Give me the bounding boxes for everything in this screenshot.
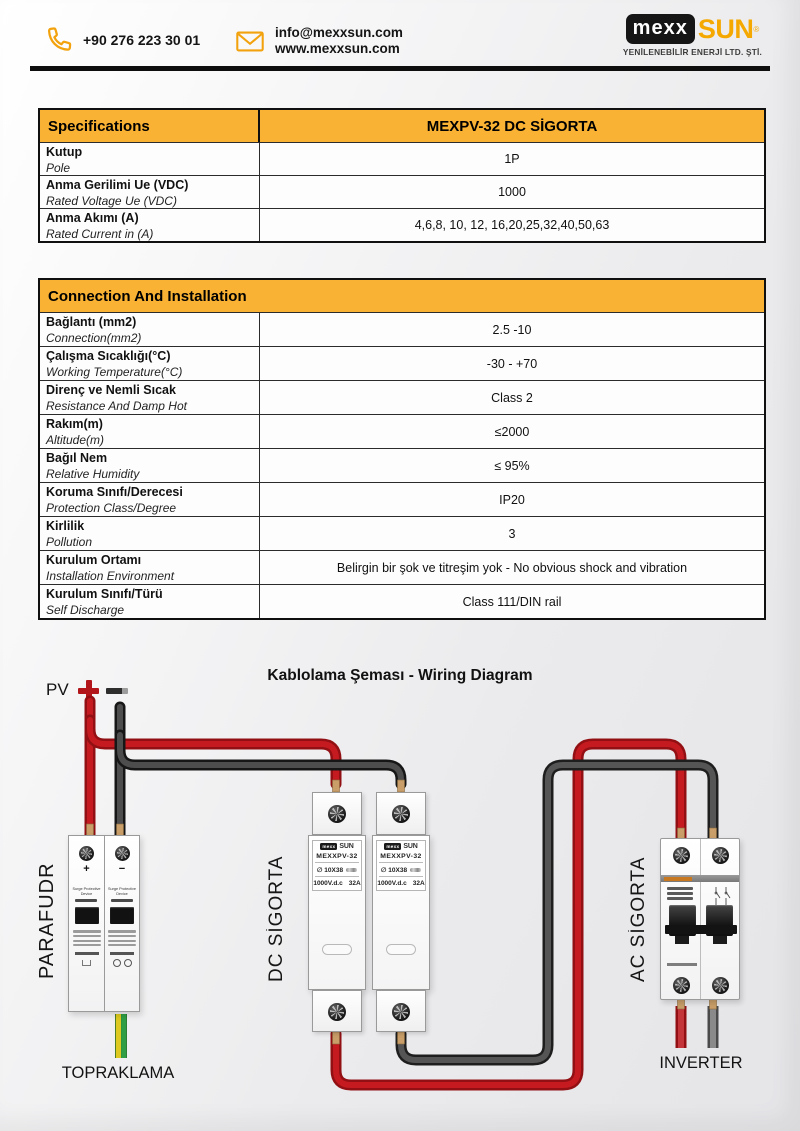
installation-table xyxy=(38,278,766,620)
parafudr-device xyxy=(68,835,140,1012)
row-label-en: Altitude(m) xyxy=(46,432,105,447)
row-label-tr: Kurulum Ortamı xyxy=(46,553,142,567)
dc-fuse-holder-1 xyxy=(308,792,366,1032)
table-row xyxy=(40,584,764,618)
row-value: ≤ 95% xyxy=(494,458,530,473)
fuse-logo-mexx: mexx xyxy=(322,844,336,849)
fuse-model: MEXXPV-32 xyxy=(315,853,359,863)
spd-status-window xyxy=(110,907,134,924)
fuse-window xyxy=(322,944,352,955)
row-label-tr: Rakım(m) xyxy=(46,417,103,431)
diagram-title: Kablolama Şeması - Wiring Diagram xyxy=(267,667,533,684)
breaker-fine-print xyxy=(667,963,697,966)
phone-number: +90 276 223 30 01 xyxy=(83,32,201,48)
table-row xyxy=(40,550,764,584)
row-value: 1000 xyxy=(498,185,526,199)
pv-label: PV xyxy=(46,680,69,699)
terminal-screw-icon xyxy=(328,805,346,823)
table-row xyxy=(40,380,764,414)
spd-serial-print xyxy=(110,952,134,955)
spd-label-line1: Surge Protective xyxy=(107,887,137,891)
specifications-table xyxy=(38,108,766,243)
install-table-header xyxy=(40,280,764,312)
row-label-tr: Anma Akımı (A) xyxy=(46,211,139,225)
row-label-tr: Çalışma Sıcaklığı(°C) xyxy=(46,349,171,363)
fuse-size: ∅ 10X38 xyxy=(380,867,408,874)
row-label-en: Installation Environment xyxy=(46,568,175,583)
spec-header-product: MEXPV-32 DC SİGORTA xyxy=(426,117,598,135)
row-value: Belirgin bir şok ve titreşim yok - No obvious shock and vibration xyxy=(336,560,688,575)
row-value: -30 - +70 xyxy=(486,356,538,371)
row-value: Class 2 xyxy=(491,390,533,405)
terminal-screw-icon xyxy=(328,1003,346,1021)
row-label-en: Resistance And Damp Hot xyxy=(46,398,187,413)
header-phone-group xyxy=(42,25,200,55)
terminal-screw-icon xyxy=(79,846,94,861)
terminal-screw-icon xyxy=(115,846,130,861)
terminal-screw-icon xyxy=(712,977,729,994)
spd-serial-print xyxy=(75,952,99,955)
spd-plus-sign: + xyxy=(83,863,90,875)
row-label-en: Relative Humidity xyxy=(46,466,140,481)
spd-brand-mark xyxy=(75,899,97,903)
spd-label-line2: Device xyxy=(116,891,128,896)
email-address: info@mexxsun.com xyxy=(275,25,403,40)
registered-mark: ® xyxy=(753,24,760,34)
header-divider xyxy=(30,66,770,71)
row-value: IP20 xyxy=(499,492,525,507)
row-label-tr: Kirlilik xyxy=(46,519,85,533)
spec-table-header xyxy=(40,110,764,142)
phone-icon xyxy=(42,25,74,55)
wire-pv-positive xyxy=(90,701,336,838)
spec-header-label: Specifications xyxy=(40,110,260,142)
row-label-en: Rated Voltage Ue (VDC) xyxy=(46,193,177,208)
row-label-en: Rated Current in (A) xyxy=(46,226,154,241)
fuse-window xyxy=(386,944,416,955)
breaker-brand-band xyxy=(661,875,739,882)
spd-spec-print xyxy=(73,930,101,948)
logo-sun-text: SUN xyxy=(697,13,754,44)
table-row xyxy=(40,448,764,482)
table-row xyxy=(40,142,764,175)
logo-tagline: YENİLENEBİLİR ENERJİ LTD. ŞTİ. xyxy=(622,47,762,57)
row-label-tr: Kurulum Sınıfı/Türü xyxy=(46,587,163,601)
label-ac-sigorta: AC SİGORTA xyxy=(628,856,649,982)
spd-module-negative xyxy=(104,836,139,1011)
ac-breaker-device xyxy=(660,838,740,1000)
dc-fuse-holder-2 xyxy=(372,792,430,1032)
install-header-title: Connection And Installation xyxy=(48,287,247,305)
wire-ground xyxy=(118,1014,123,1058)
fuse-label xyxy=(376,840,426,891)
header-mail-group xyxy=(234,25,403,57)
fuse-cartridge-icon xyxy=(346,868,357,872)
label-parafudr: PARAFUDR xyxy=(36,862,58,979)
terminal-screw-icon xyxy=(673,977,690,994)
spd-status-window xyxy=(75,907,99,924)
certification-mark-icon xyxy=(113,959,121,967)
logo-mexx-box: mexx xyxy=(626,14,695,44)
row-label-tr: Bağlantı (mm2) xyxy=(46,315,137,329)
spd-brand-mark xyxy=(111,899,133,903)
row-label-tr: Kutup xyxy=(46,145,83,159)
company-logo xyxy=(623,14,762,57)
website-url: www.mexxsun.com xyxy=(275,40,400,56)
certification-mark-icon xyxy=(124,959,132,967)
row-label-tr: Bağıl Nem xyxy=(46,451,108,465)
fuse-cartridge-icon xyxy=(410,868,421,872)
pv-plus-icon xyxy=(78,680,99,701)
spd-label-line2: Device xyxy=(80,891,93,896)
table-row xyxy=(40,208,764,241)
row-value: ≤2000 xyxy=(494,424,530,439)
breaker-rating-print xyxy=(667,887,693,902)
breaker-toggle[interactable] xyxy=(663,905,739,945)
fuse-size: ∅ 10X38 xyxy=(316,867,344,874)
terminal-screw-icon xyxy=(392,805,410,823)
fuse-logo-sun: SUN xyxy=(339,843,354,850)
row-value: Class 111/DIN rail xyxy=(462,594,562,609)
fuse-logo-sun: SUN xyxy=(403,843,418,850)
table-row xyxy=(40,175,764,208)
terminal-screw-icon xyxy=(392,1003,410,1021)
spd-bracket-mark xyxy=(82,960,91,966)
label-inverter: INVERTER xyxy=(659,1054,743,1072)
spd-minus-sign: − xyxy=(118,863,126,875)
label-topraklama: TOPRAKLAMA xyxy=(61,1064,175,1082)
fuse-voltage: 1000V.d.c xyxy=(377,880,407,887)
row-value: 2.5 -10 xyxy=(492,322,532,337)
table-row xyxy=(40,312,764,346)
row-value: 3 xyxy=(508,526,516,541)
row-label-tr: Koruma Sınıfı/Derecesi xyxy=(46,485,183,499)
table-row xyxy=(40,482,764,516)
row-label-en: Protection Class/Degree xyxy=(46,500,177,515)
row-label-en: Self Discharge xyxy=(46,602,125,617)
fuse-voltage: 1000V.d.c xyxy=(313,880,343,887)
spd-spec-print xyxy=(108,930,136,948)
row-value: 1P xyxy=(504,152,520,166)
pv-minus-icon xyxy=(106,688,128,694)
table-row xyxy=(40,414,764,448)
row-label-tr: Direnç ve Nemli Sıcak xyxy=(46,383,176,397)
fuse-logo-mexx: mexx xyxy=(386,844,400,849)
mail-icon xyxy=(234,26,266,56)
row-label-en: Connection(mm2) xyxy=(46,330,142,345)
table-row xyxy=(40,346,764,380)
fuse-model: MEXXPV-32 xyxy=(379,853,423,863)
label-dc-sigorta: DC SİGORTA xyxy=(266,855,287,983)
row-label-en: Pole xyxy=(46,160,71,175)
breaker-circuit-symbol xyxy=(712,885,734,907)
terminal-screw-icon xyxy=(673,847,690,864)
terminal-screw-icon xyxy=(712,847,729,864)
spd-label-line1: Surge Protective xyxy=(72,887,101,891)
table-row xyxy=(40,516,764,550)
row-value: 4,6,8, 10, 12, 16,20,25,32,40,50,63 xyxy=(414,218,610,232)
row-label-tr: Anma Gerilimi Ue (VDC) xyxy=(46,178,189,192)
spd-module-positive xyxy=(69,836,104,1011)
row-label-en: Working Temperature(°C) xyxy=(46,364,183,379)
row-label-en: Pollution xyxy=(46,534,93,549)
fuse-current: 32A xyxy=(348,880,361,887)
fuse-current: 32A xyxy=(412,880,425,887)
fuse-label xyxy=(312,840,362,891)
